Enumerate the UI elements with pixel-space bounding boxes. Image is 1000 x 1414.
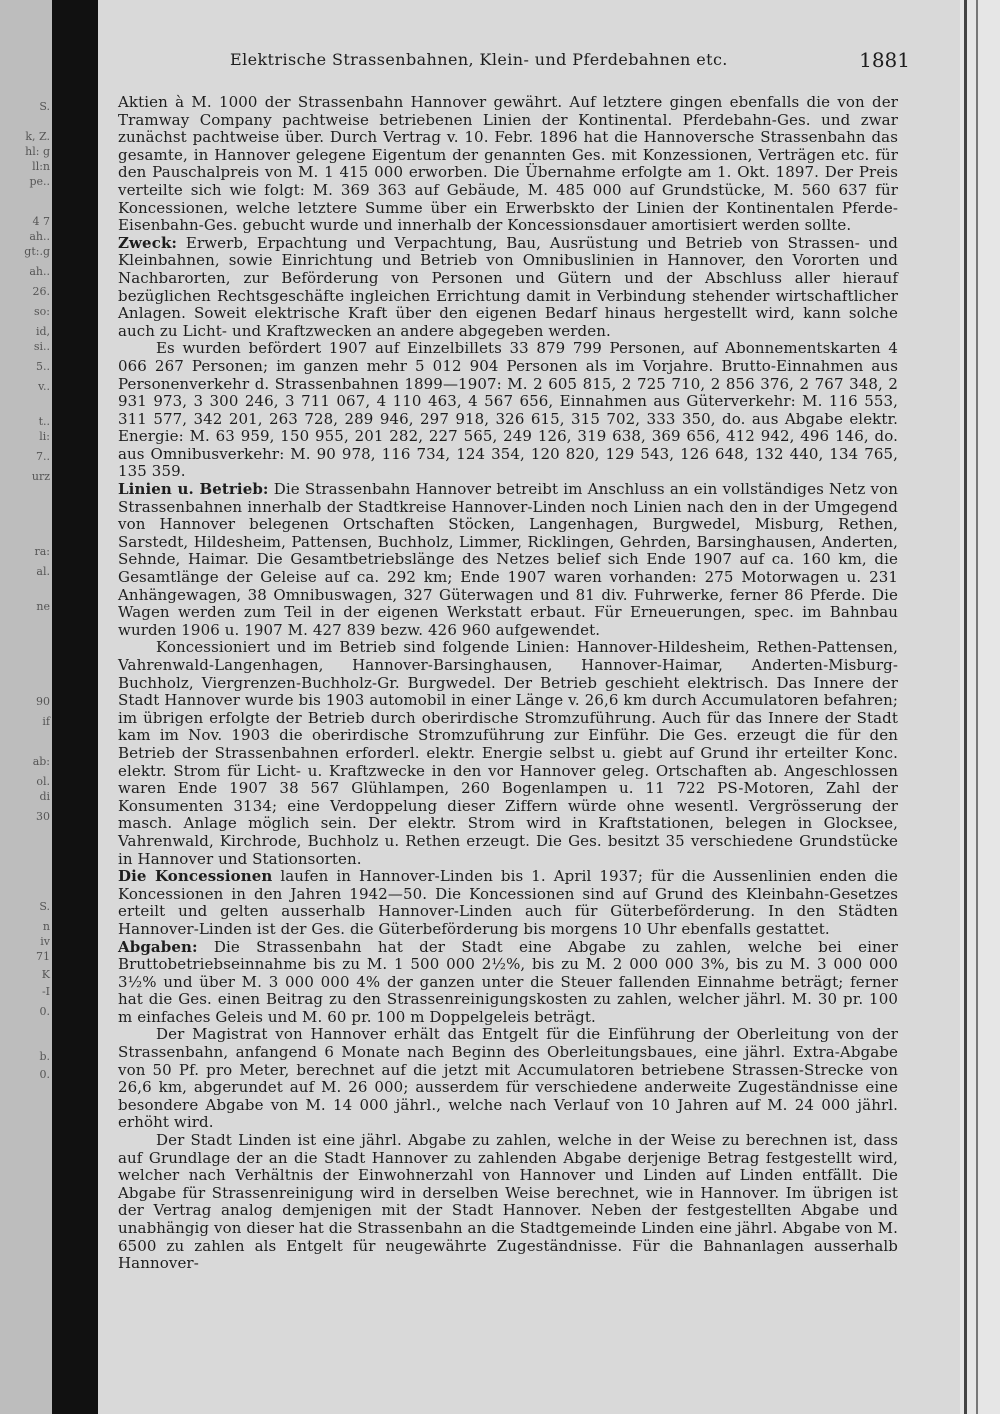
margin-fragment: b. bbox=[39, 1050, 50, 1063]
margin-fragment: id, bbox=[35, 325, 50, 338]
page-number: 1881 bbox=[859, 48, 910, 72]
paragraph-run-in: Abgaben: bbox=[118, 937, 198, 956]
margin-fragment: hl: g bbox=[25, 145, 50, 158]
running-title: Elektrische Strassenbahnen, Klein- und Pferdebahnen etc. bbox=[230, 50, 728, 69]
margin-fragment: so: bbox=[34, 305, 50, 318]
margin-fragment: urz bbox=[31, 470, 50, 483]
margin-fragment: n bbox=[42, 920, 50, 933]
margin-fragment: 5.. bbox=[36, 360, 50, 373]
margin-fragment: S. bbox=[39, 900, 50, 913]
paragraph-lines-operation bbox=[118, 481, 898, 639]
margin-fragment: iv bbox=[40, 935, 50, 948]
margin-fragment: t.. bbox=[38, 415, 50, 428]
paragraph-text: Erwerb, Erpachtung und Verpachtung, Bau, Ausrüstung und Betrieb von Strassen- und Kleinbahnen, sowie Einrichtung und Betrieb von Omnibuslinien in Hannover, den Vororten und Nachbarorten, zur Beförderung von Personen und Gütern und der Abschluss aller hierauf bezüglichen Rechtsgeschäfte ingleichen Errichtung damit in Verbindung stehender wirtschaftlicher Anlagen. Soweit elektrische Kraft über den eigenen Bedarf hinaus hergestellt wird, kann solche auch zu Licht- und Kraftzwecken an andere abgegeben werden. bbox=[118, 233, 898, 340]
margin-fragment: ah.. bbox=[29, 230, 50, 243]
margin-fragment: k, Z. bbox=[25, 130, 50, 143]
article-body bbox=[118, 94, 898, 1273]
margin-fragment: 0. bbox=[39, 1068, 50, 1081]
margin-fragment: 71 bbox=[36, 950, 50, 963]
paragraph-traffic bbox=[118, 340, 898, 481]
margin-fragment: al. bbox=[36, 565, 50, 578]
paragraph-text: Die Strassenbahn Hannover betreibt im Anschluss an ein vollständiges Netz von Strassenbahnen innerhalb der Stadtkreise Hannover-Linden noch Linien nach den in der Umgegend von Hannover belegenen Ortschaften Stöcken, Langenhagen, Burgwedel, Misburg, Rethen, Sarstedt, Hildesheim, Pattensen, Buchholz, Limmer, Ricklingen, Gehrden, Barsinghausen, Anderten, Sehnde, Haimar. Die Gesamtbetriebslänge des Netzes belief sich Ende 1907 auf ca. 160 km, die Gesamtlänge der Geleise auf ca. 292 km; Ende 1907 waren vorhanden: 275 Motorwagen u. 231 Anhängewagen, 38 Omnibuswagen, 327 Güterwagen und 81 div. Fuhrwerke, ferner 86 Pferde. Die Wagen werden zum Teil in der eigenen Werkstatt erbaut. Für Erneuerungen, spec. im Bahnbau wurden 1906 u. 1907 M. 427 839 bezw. 426 960 aufgewendet. bbox=[118, 480, 898, 639]
paragraph-run-in: Zweck: bbox=[118, 233, 178, 252]
paragraph-linden bbox=[118, 1132, 898, 1273]
paragraph-run-in: Linien u. Betrieb: bbox=[118, 480, 269, 499]
margin-fragment: -I bbox=[41, 985, 50, 998]
margin-fragment: 0. bbox=[39, 1005, 50, 1018]
paragraph-history bbox=[118, 94, 898, 235]
margin-fragment: li: bbox=[39, 430, 50, 443]
margin-fragment: ab: bbox=[32, 755, 50, 768]
margin-fragment: v.. bbox=[38, 380, 50, 393]
paragraph-text: Die Strassenbahn hat der Stadt eine Abgabe zu zahlen, welche bei einer Bruttobetriebseinnahme bis zu M. 1 500 000 2½%, bis zu M. 2 000 000 3%, bis zu M. 3 000 000 3½% und über M. 3 000 000 4% der ganzen unter die Steuer fallenden Einnahme beträgt; ferner hat die Ges. einen Beitrag zu den Strassenreinigungskosten zu zahlen, welcher jährl. M. 30 pr. 100 m einfaches Geleis und M. 60 pr. 100 m Doppelgeleis beträgt. bbox=[118, 937, 898, 1026]
margin-fragment: ll:n bbox=[32, 160, 50, 173]
paragraph-text: laufen in Hannover-Linden bis 1. April 1937; für die Aussenlinien enden die Koncessionen in den Jahren 1942—50. Die Koncessionen sind auf Grund des Kleinbahn-Gesetzes erteilt und gelten ausserhalb Hannover-Linden auch für Güterbeförderung. In den Städten Hannover-Linden ist der Ges. die Güterbeförderung bis morgens 10 Uhr ebenfalls gestattet. bbox=[118, 867, 898, 938]
paragraph-text: Der Magistrat von Hannover erhält das Entgelt für die Einführung der Oberleitung von der Strassenbahn, anfangend 6 Monate nach Beginn des Oberleitungsbaues, eine jährl. Extra-Abgabe von 50 Pf. pro Meter, berechnet auf die jetzt mit Accumulatoren betriebene Strassen-Strecke von 26,6 km, abgerundet auf M. 26 000; ausserdem für verschiedene anderweite Zugeständnisse eine besondere Abgabe von M. 14 000 jährl., welche nach Verlauf von 10 Jahren auf M. 24 000 jährl. erhöht wird. bbox=[118, 1025, 898, 1132]
margin-fragment: di bbox=[39, 790, 50, 803]
margin-fragment: S. bbox=[39, 100, 50, 113]
margin-fragment: si.. bbox=[33, 340, 50, 353]
margin-fragment: ol. bbox=[36, 775, 50, 788]
margin-fragment: 30 bbox=[36, 810, 50, 823]
paragraph-levies bbox=[118, 939, 898, 1027]
margin-fragment: 4 7 bbox=[32, 215, 50, 228]
paragraph-concessioned-lines bbox=[118, 639, 898, 868]
book-gutter bbox=[52, 0, 98, 1414]
margin-fragment: 7.. bbox=[36, 450, 50, 463]
margin-fragment: gt:.g bbox=[24, 245, 50, 258]
margin-fragment: pe.. bbox=[29, 175, 50, 188]
running-header bbox=[130, 50, 910, 72]
margin-fragment: ah.. bbox=[29, 265, 50, 278]
page-edge bbox=[960, 0, 1000, 1414]
margin-fragment: 26. bbox=[32, 285, 50, 298]
margin-fragment: ra: bbox=[34, 545, 50, 558]
paragraph-text: Aktien à M. 1000 der Strassenbahn Hannover gewährt. Auf letztere gingen ebenfalls die von der Tramway Company pachtweise betriebenen Linien der Kontinental. Pferdebahn-Ges. und zwar zunächst pachtweise über. Durch Vertrag v. 10. Febr. 1896 hat die Hannoversche Strassenbahn das gesamte, in Hannover gelegene Eigentum der genannten Ges. mit Konzessionen, Verträgen etc. für den Pauschalpreis von M. 1 415 000 erworben. Die Übernahme erfolgte am 1. Okt. 1897. Der Preis verteilte sich wie folgt: M. 369 363 auf Gebäude, M. 485 000 auf Grundstücke, M. 560 637 für Koncessionen, welche letztere Summe über ein Erwerbskto der Linien der Kontinentalen Pferde-Eisenbahn-Ges. gebucht wurde und innerhalb der Koncessionsdauer amortisiert werden sollte. bbox=[118, 93, 898, 235]
paragraph-text: Der Stadt Linden ist eine jährl. Abgabe zu zahlen, welche in der Weise zu berechnen ist, dass auf Grundlage der an die Stadt Hannover zu zahlenden Abgabe derjenige Betrag festgestellt wird, welcher nach Verhältnis der Einwohnerzahl von Hannover und Linden auf Linden entfällt. Die Abgabe für Strassenreinigung wird in derselben Weise berechnet, wie in Hannover. Im übrigen ist der Vertrag analog demjenigen mit der Stadt Hannover. Neben der festgestellten Abgabe und unabhängig von dieser hat die Strassenbahn an die Stadtgemeinde Linden eine jährl. Abgabe von M. 6500 zu zahlen als Entgelt für neugewährte Zugeständnisse. Für die Bahnanlagen ausserhalb Hannover- bbox=[118, 1131, 898, 1273]
paragraph-concessions bbox=[118, 868, 898, 938]
margin-fragment: ne bbox=[36, 600, 50, 613]
margin-fragment: K bbox=[41, 968, 50, 981]
paragraph-run-in: Die Koncessionen bbox=[118, 867, 273, 886]
paragraph-magistrat bbox=[118, 1026, 898, 1132]
paragraph-text: Es wurden befördert 1907 auf Einzelbillets 33 879 799 Personen, auf Abonnementskarten 4 066 267 Personen; im ganzen mehr 5 012 904 Personen als im Vorjahre. Brutto-Einnahmen aus Personenverkehr d. Strassenbahnen 1899—1907: M. 2 605 815, 2 725 710, 2 856 376, 2 767 348, 2 931 973, 3 300 246, 3 711 067, 4 110 463, 4 567 656, Einnahmen aus Güterverkehr: M. 116 553, 311 577, 342 201, 263 728, 289 946, 297 918, 326 615, 315 702, 333 350, do. aus Abgabe elektr. Energie: M. 63 959, 150 955, 201 282, 227 565, 249 126, 319 638, 369 656, 412 942, 496 146, do. aus Omnibusverkehr: M. 90 978, 116 734, 124 354, 120 820, 129 543, 126 648, 132 440, 134 765, 135 359. bbox=[118, 339, 898, 481]
margin-fragment: if bbox=[42, 715, 50, 728]
margin-fragment: 90 bbox=[36, 695, 50, 708]
paragraph-purpose bbox=[118, 235, 898, 341]
paragraph-text: Koncessioniert und im Betrieb sind folgende Linien: Hannover-Hildesheim, Rethen-Pattensen, Vahrenwald-Langenhagen, Hannover-Barsinghausen, Hannover-Haimar, Anderten-Misburg-Buchholz, Viergrenzen-Buchholz-Gr. Burgwedel. Der Betrieb geschieht elektrisch. Das Innere der Stadt Hannover wurde bis 1903 automobil in einer Länge v. 26,6 km durch Accumulatoren befahren; im übrigen erfolgte der Betrieb durch oberirdische Stromzuführung. Auch für das Innere der Stadt kam im Nov. 1903 die oberirdische Stromzuführung zur Einführ. Die Ges. erzeugt die für den Betrieb der Strassenbahnen erforderl. elektr. Energie selbst u. giebt auf Grund ihr erteilter Konc. elektr. Strom für Licht- u. Kraftzwecke in den vor Hannover geleg. Ortschaften ab. Angeschlossen waren Ende 1907 38 567 Glühlampen, 260 Bogenlampen u. 11 722 PS-Motoren, Zahl der Konsumenten 3134; eine Verdoppelung dieser Ziffern würde ohne wesentl. Vergrösserung der masch. Anlage möglich sein. Der elektr. Strom wird in Kraftstationen, belegen in Glocksee, Vahrenwald, Kirchrode, Buchholz u. Rethen erzeugt. Die Ges. besitzt 35 verschiedene Grundstücke in Hannover und Stationsorten. bbox=[118, 638, 898, 868]
